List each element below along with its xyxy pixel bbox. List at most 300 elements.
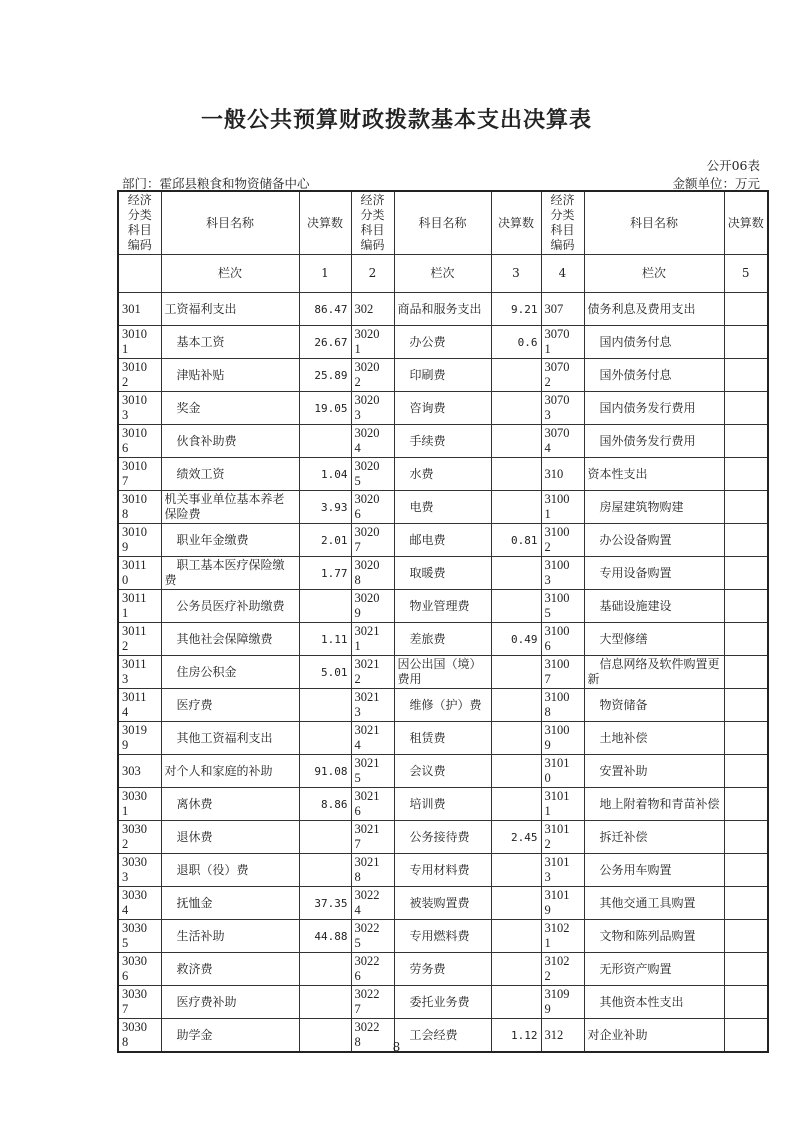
amount-cell: 0.49: [491, 623, 541, 656]
index-row: [118, 255, 768, 293]
amount-cell: [491, 788, 541, 821]
code-cell: [351, 656, 394, 689]
amount-cell: [724, 458, 768, 491]
amount-cell: 1.11: [299, 623, 351, 656]
code-cell: [541, 854, 584, 887]
department-label: 部门：霍邱县粮食和物资储备中心: [122, 176, 310, 191]
name-cell: 医疗费补助: [161, 986, 299, 1019]
amount-cell: [724, 854, 768, 887]
amount-cell: 8.86: [299, 788, 351, 821]
code-cell: [541, 557, 584, 590]
code-text: 30301: [122, 789, 147, 818]
code-text: 30218: [354, 855, 380, 884]
header-row: [118, 191, 768, 255]
code-cell: [118, 425, 161, 458]
name-cell: 机关事业单位基本养老保险费: [161, 491, 299, 524]
amount-cell: [491, 887, 541, 920]
header-amount: 决算数: [299, 191, 351, 255]
code-cell: [351, 953, 394, 986]
code-cell: [118, 755, 161, 788]
code-cell: [118, 359, 161, 392]
code-text: 30702: [544, 360, 570, 389]
code-text: 30701: [544, 327, 570, 356]
code-cell: [118, 293, 161, 326]
table-row: [118, 755, 768, 788]
index-cell: 2: [351, 255, 394, 293]
code-text: 30199: [122, 723, 147, 752]
code-text: 30206: [354, 492, 380, 521]
code-text: 30209: [354, 591, 380, 620]
code-cell: [541, 491, 584, 524]
code-cell: [118, 689, 161, 722]
name-cell: 维修（护）费: [394, 689, 491, 722]
table-row: [118, 854, 768, 887]
code-text: 30303: [122, 855, 147, 884]
name-cell: 其他社会保障缴费: [161, 623, 299, 656]
code-cell: [541, 293, 584, 326]
code-text: 30307: [122, 987, 147, 1016]
name-cell: 退职（役）费: [161, 854, 299, 887]
table-row: [118, 953, 768, 986]
code-text: 30703: [544, 393, 570, 422]
code-cell: [118, 854, 161, 887]
code-text: 30201: [354, 327, 380, 356]
code-cell: [118, 788, 161, 821]
code-cell: [118, 326, 161, 359]
amount-cell: [491, 359, 541, 392]
amount-cell: [299, 854, 351, 887]
amount-cell: 2.01: [299, 524, 351, 557]
code-text: 30109: [122, 525, 147, 554]
code-cell: [118, 557, 161, 590]
code-cell: [351, 887, 394, 920]
code-cell: [118, 590, 161, 623]
name-cell: 债务利息及费用支出: [584, 293, 724, 326]
code-cell: [541, 458, 584, 491]
amount-cell: 5.01: [299, 656, 351, 689]
code-text: 30207: [354, 525, 380, 554]
code-cell: [351, 425, 394, 458]
code-text: 30305: [122, 921, 147, 950]
name-cell: 差旅费: [394, 623, 491, 656]
amount-cell: 2.45: [491, 821, 541, 854]
code-cell: [541, 524, 584, 557]
name-cell: 会议费: [394, 755, 491, 788]
amount-cell: 1.12: [491, 1019, 541, 1053]
code-cell: [118, 821, 161, 854]
name-cell: 公务用车购置: [584, 854, 724, 887]
code-cell: [541, 425, 584, 458]
name-cell: 其他资本性支出: [584, 986, 724, 1019]
table-row: [118, 920, 768, 953]
amount-cell: [724, 293, 768, 326]
code-cell: [351, 293, 394, 326]
amount-cell: [491, 656, 541, 689]
code-cell: [118, 986, 161, 1019]
code-cell: [351, 491, 394, 524]
table-row: [118, 425, 768, 458]
table-row: [118, 656, 768, 689]
code-cell: [118, 491, 161, 524]
name-cell: 国外债务发行费用: [584, 425, 724, 458]
code-text: 30103: [122, 393, 147, 422]
name-cell: 咨询费: [394, 392, 491, 425]
name-cell: 房屋建筑物购建: [584, 491, 724, 524]
code-cell: [541, 788, 584, 821]
code-text: 31003: [544, 558, 570, 587]
code-text: 31001: [544, 492, 570, 521]
name-cell: 文物和陈列品购置: [584, 920, 724, 953]
name-cell: 拆迁补偿: [584, 821, 724, 854]
amount-cell: 25.89: [299, 359, 351, 392]
amount-cell: 1.77: [299, 557, 351, 590]
table-row: [118, 491, 768, 524]
code-cell: [541, 887, 584, 920]
name-cell: 商品和服务支出: [394, 293, 491, 326]
amount-cell: [491, 755, 541, 788]
code-text: 31010: [544, 756, 570, 785]
code-text: 30203: [354, 393, 380, 422]
amount-cell: [491, 953, 541, 986]
code-cell: [541, 986, 584, 1019]
name-cell: 大型修缮: [584, 623, 724, 656]
amount-cell: [724, 887, 768, 920]
name-cell: 安置补助: [584, 755, 724, 788]
header-amount: 决算数: [491, 191, 541, 255]
code-cell: [118, 623, 161, 656]
code-cell: [351, 986, 394, 1019]
amount-cell: [724, 920, 768, 953]
code-cell: [541, 755, 584, 788]
code-text: 30106: [122, 426, 147, 455]
code-text: 31099: [544, 987, 570, 1016]
name-cell: 公务员医疗补助缴费: [161, 590, 299, 623]
code-cell: [541, 359, 584, 392]
code-text: 31007: [544, 657, 570, 686]
code-text: 312: [544, 1027, 564, 1042]
code-text: 307: [544, 301, 564, 316]
code-text: 30208: [354, 558, 380, 587]
name-cell: 无形资产购置: [584, 953, 724, 986]
name-cell: 物资储备: [584, 689, 724, 722]
amount-cell: [299, 953, 351, 986]
amount-cell: [491, 854, 541, 887]
name-cell: 培训费: [394, 788, 491, 821]
code-text: 30112: [122, 624, 147, 653]
amount-cell: [724, 590, 768, 623]
name-cell: 办公设备购置: [584, 524, 724, 557]
name-cell: 基本工资: [161, 326, 299, 359]
code-text: 31012: [544, 822, 570, 851]
amount-cell: 37.35: [299, 887, 351, 920]
amount-cell: [491, 689, 541, 722]
amount-cell: [724, 788, 768, 821]
amount-cell: 44.88: [299, 920, 351, 953]
amount-cell: 0.81: [491, 524, 541, 557]
index-cell: 栏次: [394, 255, 491, 293]
amount-cell: [724, 722, 768, 755]
code-text: 30211: [354, 624, 380, 653]
name-cell: 离休费: [161, 788, 299, 821]
amount-cell: [491, 590, 541, 623]
code-cell: [351, 524, 394, 557]
code-text: 302: [354, 301, 374, 316]
code-cell: [541, 689, 584, 722]
code-text: 30217: [354, 822, 380, 851]
code-text: 30212: [354, 657, 380, 686]
table-row: [118, 986, 768, 1019]
table-row: [118, 689, 768, 722]
amount-cell: [299, 590, 351, 623]
name-cell: 因公出国（境）费用: [394, 656, 491, 689]
code-text: 30304: [122, 888, 147, 917]
amount-cell: [724, 392, 768, 425]
amount-cell: [724, 326, 768, 359]
code-text: 30114: [122, 690, 147, 719]
table-row: [118, 359, 768, 392]
code-cell: [541, 821, 584, 854]
code-text: 31009: [544, 723, 570, 752]
name-cell: 基础设施建设: [584, 590, 724, 623]
code-text: 31005: [544, 591, 570, 620]
code-cell: [351, 359, 394, 392]
name-cell: 资本性支出: [584, 458, 724, 491]
table-row: [118, 326, 768, 359]
code-text: 30302: [122, 822, 147, 851]
name-cell: 物业管理费: [394, 590, 491, 623]
name-cell: 医疗费: [161, 689, 299, 722]
code-cell: [351, 821, 394, 854]
expenditure-table: [117, 190, 769, 1053]
amount-cell: [491, 392, 541, 425]
name-cell: 助学金: [161, 1019, 299, 1053]
code-text: 30215: [354, 756, 380, 785]
name-cell: 对个人和家庭的补助: [161, 755, 299, 788]
header-code: 经济分类科目编码: [541, 191, 584, 255]
name-cell: 津贴补贴: [161, 359, 299, 392]
code-text: 310: [544, 466, 564, 481]
table-row: [118, 458, 768, 491]
name-cell: 取暖费: [394, 557, 491, 590]
amount-cell: [491, 920, 541, 953]
index-cell: 5: [724, 255, 768, 293]
amount-cell: [724, 953, 768, 986]
code-cell: [351, 557, 394, 590]
name-cell: 水费: [394, 458, 491, 491]
table-row: [118, 887, 768, 920]
name-cell: 国外债务付息: [584, 359, 724, 392]
code-text: 31008: [544, 690, 570, 719]
index-cell: 栏次: [161, 255, 299, 293]
code-cell: [351, 689, 394, 722]
code-text: 30216: [354, 789, 380, 818]
code-cell: [541, 623, 584, 656]
code-cell: [118, 524, 161, 557]
name-cell: 信息网络及软件购置更新: [584, 656, 724, 689]
name-cell: 专用燃料费: [394, 920, 491, 953]
amount-cell: [491, 491, 541, 524]
code-cell: [541, 920, 584, 953]
table-row: [118, 821, 768, 854]
code-text: 30102: [122, 360, 147, 389]
amount-cell: [724, 656, 768, 689]
code-cell: [351, 722, 394, 755]
code-text: 31006: [544, 624, 570, 653]
amount-cell: [724, 524, 768, 557]
name-cell: 其他交通工具购置: [584, 887, 724, 920]
amount-cell: 86.47: [299, 293, 351, 326]
header-name: 科目名称: [161, 191, 299, 255]
name-cell: 劳务费: [394, 953, 491, 986]
amount-cell: [724, 359, 768, 392]
header-code: 经济分类科目编码: [351, 191, 394, 255]
amount-cell: 3.93: [299, 491, 351, 524]
code-cell: [118, 953, 161, 986]
code-text: 31013: [544, 855, 570, 884]
amount-cell: [724, 755, 768, 788]
code-text: 30204: [354, 426, 380, 455]
name-cell: 抚恤金: [161, 887, 299, 920]
header-name: 科目名称: [394, 191, 491, 255]
code-cell: [118, 920, 161, 953]
code-text: 30308: [122, 1020, 147, 1049]
header-name: 科目名称: [584, 191, 724, 255]
name-cell: 工资福利支出: [161, 293, 299, 326]
index-cell: [118, 255, 161, 293]
name-cell: 专用材料费: [394, 854, 491, 887]
code-text: 31021: [544, 921, 570, 950]
name-cell: 租赁费: [394, 722, 491, 755]
name-cell: 被装购置费: [394, 887, 491, 920]
code-text: 30107: [122, 459, 147, 488]
name-cell: 手续费: [394, 425, 491, 458]
amount-cell: 26.67: [299, 326, 351, 359]
amount-cell: [724, 689, 768, 722]
name-cell: 地上附着物和青苗补偿: [584, 788, 724, 821]
table-row: [118, 788, 768, 821]
amount-cell: [299, 986, 351, 1019]
code-text: 30213: [354, 690, 380, 719]
code-text: 31011: [544, 789, 570, 818]
code-text: 30225: [354, 921, 380, 950]
table-row: [118, 623, 768, 656]
index-cell: 1: [299, 255, 351, 293]
code-text: 30110: [122, 558, 147, 587]
amount-cell: [724, 425, 768, 458]
name-cell: 邮电费: [394, 524, 491, 557]
name-cell: 其他工资福利支出: [161, 722, 299, 755]
name-cell: 对企业补助: [584, 1019, 724, 1053]
code-cell: [118, 887, 161, 920]
amount-cell: [491, 722, 541, 755]
name-cell: 工会经费: [394, 1019, 491, 1053]
code-text: 30113: [122, 657, 147, 686]
unit-label: 金额单位：万元: [672, 176, 760, 191]
code-cell: [118, 458, 161, 491]
amount-cell: [299, 425, 351, 458]
amount-cell: [491, 425, 541, 458]
page-number: 8: [392, 1040, 401, 1054]
code-text: 30108: [122, 492, 147, 521]
amount-cell: [724, 491, 768, 524]
code-text: 30704: [544, 426, 570, 455]
code-text: 30101: [122, 327, 147, 356]
code-text: 30227: [354, 987, 380, 1016]
amount-cell: [724, 557, 768, 590]
code-cell: [351, 623, 394, 656]
code-cell: [541, 590, 584, 623]
code-text: 30202: [354, 360, 380, 389]
code-cell: [351, 854, 394, 887]
code-cell: [541, 953, 584, 986]
code-cell: [118, 656, 161, 689]
table-row: [118, 524, 768, 557]
header-code: 经济分类科目编码: [118, 191, 161, 255]
index-cell: 栏次: [584, 255, 724, 293]
name-cell: 印刷费: [394, 359, 491, 392]
header-amount: 决算数: [724, 191, 768, 255]
amount-cell: 19.05: [299, 392, 351, 425]
table-row: [118, 590, 768, 623]
name-cell: 职工基本医疗保险缴费: [161, 557, 299, 590]
name-cell: 退休费: [161, 821, 299, 854]
amount-cell: [724, 623, 768, 656]
code-cell: [351, 458, 394, 491]
code-text: 30224: [354, 888, 380, 917]
code-text: 301: [122, 301, 141, 316]
amount-cell: [299, 821, 351, 854]
amount-cell: 9.21: [491, 293, 541, 326]
form-number: 公开06表: [706, 158, 760, 173]
name-cell: 救济费: [161, 953, 299, 986]
code-cell: [351, 326, 394, 359]
code-cell: [351, 788, 394, 821]
code-text: 30205: [354, 459, 380, 488]
code-cell: [118, 722, 161, 755]
code-cell: [541, 722, 584, 755]
name-cell: 公务接待费: [394, 821, 491, 854]
code-cell: [541, 326, 584, 359]
table-row: [118, 722, 768, 755]
code-cell: [351, 392, 394, 425]
name-cell: 奖金: [161, 392, 299, 425]
name-cell: 绩效工资: [161, 458, 299, 491]
name-cell: 生活补助: [161, 920, 299, 953]
name-cell: 电费: [394, 491, 491, 524]
code-text: 30226: [354, 954, 380, 983]
code-cell: [541, 656, 584, 689]
amount-cell: 91.08: [299, 755, 351, 788]
code-text: 31022: [544, 954, 570, 983]
amount-cell: [724, 986, 768, 1019]
code-cell: [118, 392, 161, 425]
code-cell: [351, 920, 394, 953]
code-cell: [351, 755, 394, 788]
table-row: [118, 557, 768, 590]
code-text: 31002: [544, 525, 570, 554]
name-cell: 国内债务发行费用: [584, 392, 724, 425]
amount-cell: [299, 689, 351, 722]
code-text: 31019: [544, 888, 570, 917]
code-cell: [351, 590, 394, 623]
index-cell: 4: [541, 255, 584, 293]
code-text: 303: [122, 763, 141, 778]
code-cell: [541, 392, 584, 425]
code-text: 30306: [122, 954, 147, 983]
name-cell: 住房公积金: [161, 656, 299, 689]
name-cell: 伙食补助费: [161, 425, 299, 458]
name-cell: 职业年金缴费: [161, 524, 299, 557]
